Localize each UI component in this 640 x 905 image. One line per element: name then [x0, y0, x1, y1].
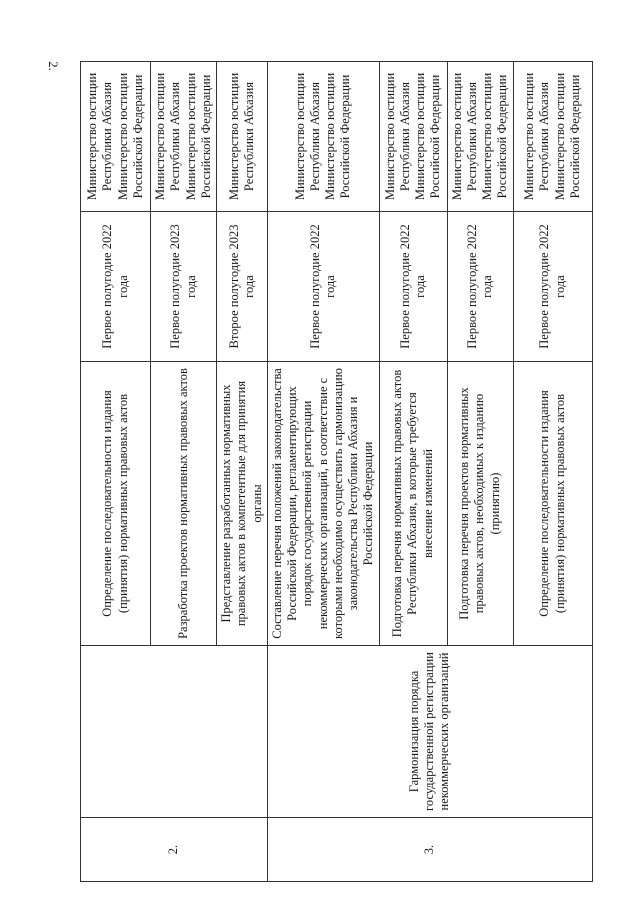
responsible-line: Российской Федерации — [338, 74, 353, 199]
responsible-cell — [447, 62, 513, 212]
rotated-table-container — [80, 62, 585, 882]
responsible-line: Российской Федерации — [495, 74, 510, 199]
responsible-cell — [217, 62, 268, 212]
responsible-line: Министерство юстиции — [552, 72, 567, 201]
responsible-line: Республики Абхазия — [241, 81, 256, 192]
responsible-line: Министерство юстиции — [323, 72, 338, 201]
responsible-cell — [81, 62, 151, 212]
responsible-line: Республики Абхазия — [307, 81, 322, 192]
term-cell: Первое полугодие 2022 года — [81, 212, 151, 362]
task-cell: Определение последовательности издания (принятия) нормативных правовых актов — [81, 362, 151, 646]
responsible-line: Министерство юстиции — [226, 72, 241, 201]
direction-cell: Гармонизация порядка государственной регистрации некоммерческих организаций — [267, 646, 592, 818]
responsible-cell — [379, 62, 447, 212]
task-cell: Представление разработанных нормативных правовых актов в компетентные для принятия органы — [217, 362, 268, 646]
responsible-line: Министерство юстиции — [115, 72, 130, 201]
responsible-line: Министерство юстиции — [413, 72, 427, 201]
task-cell: Подготовка перечня проектов нормативных правовых актов, необходимых к изданию (принятию) — [447, 362, 513, 646]
responsible-line: Министерство юстиции — [183, 72, 198, 201]
responsible-line: Министерство юстиции — [522, 72, 536, 201]
responsible-line: Республики Абхазия — [397, 81, 412, 192]
task-cell: Составление перечня положений законодательства Российской Федерации, регламентирующих порядок государственной регистрации некоммерческих организаций, в соответствие с которыми необходимо осуществить гармонизацию законодательства Республики Абхазия и Российской Федерации — [267, 362, 379, 646]
task-cell: Подготовка перечня нормативных правовых актов Республики Абхазия, в которые требуется внесение изменений — [379, 362, 447, 646]
term-cell: Первое полугодие 2022 года — [447, 212, 513, 362]
term-cell: Второе полугодие 2023 года — [217, 212, 268, 362]
responsible-line: Республики Абхазия — [464, 81, 479, 192]
responsible-line: Министерство юстиции — [449, 72, 464, 201]
direction-cell — [81, 646, 268, 818]
page-number: 2. — [45, 61, 61, 71]
responsible-line: Министерство юстиции — [382, 72, 397, 201]
responsible-cell — [151, 62, 217, 212]
table-row — [267, 62, 379, 882]
responsible-line: Министерство юстиции — [292, 72, 307, 201]
row-number: 2. — [81, 818, 268, 882]
responsible-line: Российской Федерации — [198, 74, 213, 199]
responsible-line: Министерство юстиции — [480, 72, 494, 201]
responsible-cell — [513, 62, 592, 212]
plan-table — [80, 61, 593, 882]
responsible-line: Российской Федерации — [428, 74, 443, 199]
responsible-line: Министерство юстиции — [153, 72, 167, 201]
term-cell: Первое полугодие 2022 года — [513, 212, 592, 362]
responsible-line: Министерство юстиции — [85, 72, 99, 201]
task-cell: Определение последовательности издания (принятия) нормативных правовых актов — [513, 362, 592, 646]
responsible-line: Республики Абхазия — [100, 81, 115, 192]
responsible-line: Республики Абхазия — [168, 81, 183, 192]
term-cell: Первое полугодие 2023 года — [151, 212, 217, 362]
row-number: 3. — [267, 818, 592, 882]
term-cell: Первое полугодие 2022 года — [267, 212, 379, 362]
responsible-line: Российской Федерации — [130, 74, 145, 199]
responsible-line: Республики Абхазия — [537, 81, 552, 192]
term-cell: Первое полугодие 2022 года — [379, 212, 447, 362]
responsible-cell — [267, 62, 379, 212]
responsible-line: Российской Федерации — [567, 74, 582, 199]
task-cell: Разработка проектов нормативных правовых актов — [151, 362, 217, 646]
table-row — [81, 62, 151, 882]
